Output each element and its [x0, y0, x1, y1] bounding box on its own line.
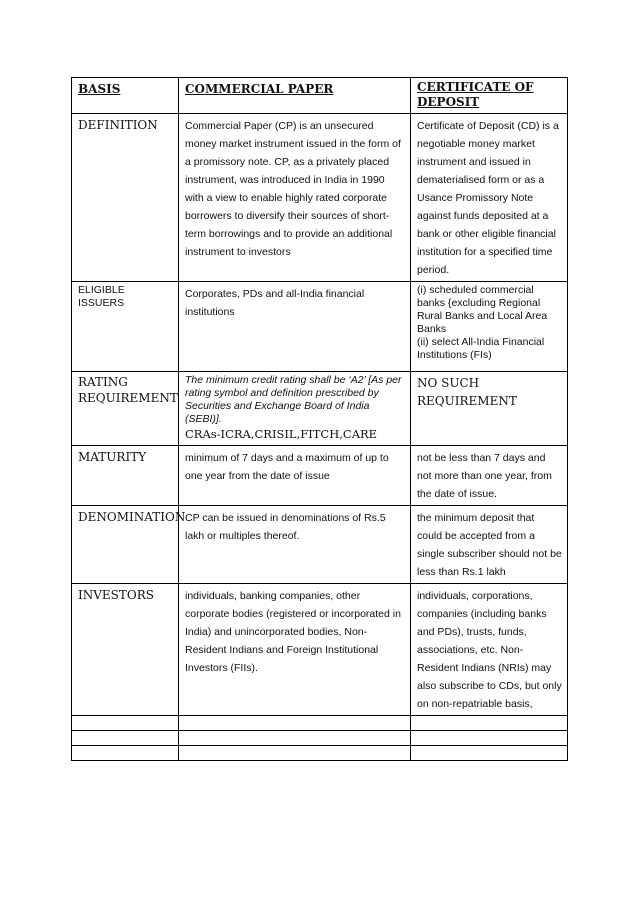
- header-cp-cell: [179, 78, 411, 114]
- basis-cell: [72, 584, 179, 716]
- cd-text-part1: (i) scheduled commercial banks {excluding Regional Rural Banks and Local Area Banks: [417, 284, 548, 335]
- empty-cell: [411, 746, 568, 761]
- empty-cell: [411, 731, 568, 746]
- table-row-definition: [72, 114, 568, 282]
- basis-cell: [72, 114, 179, 282]
- empty-cell: [179, 746, 411, 761]
- basis-cell: [72, 372, 179, 446]
- cp-text: CP can be issued in denominations of Rs.5 lakh or multiples thereof.: [185, 512, 386, 542]
- cd-cell: [411, 282, 568, 372]
- empty-cell: [411, 716, 568, 731]
- basis-cell: [72, 446, 179, 506]
- empty-cell: [72, 731, 179, 746]
- cp-cell: [179, 506, 411, 584]
- header-basis: BASIS: [78, 82, 121, 96]
- cp-text: individuals, banking companies, other corporate bodies (registered or incorporated in India) and unincorporated bodies, Non-Resident Indians and Foreign Institutional Investors (FIIs).: [185, 590, 401, 674]
- table-row-eligible-issuers: [72, 282, 568, 372]
- cd-cell: [411, 446, 568, 506]
- table-row-empty: [72, 716, 568, 731]
- basis-label: INVESTORS: [78, 588, 154, 602]
- cp-cell: [179, 282, 411, 372]
- table-row-empty: [72, 731, 568, 746]
- basis-cell: [72, 282, 179, 372]
- comparison-table: [71, 77, 568, 761]
- table-row-maturity: [72, 446, 568, 506]
- cp-cell: [179, 114, 411, 282]
- empty-cell: [72, 716, 179, 731]
- cp-cell: [179, 446, 411, 506]
- cd-cell: [411, 372, 568, 446]
- cd-text: not be less than 7 days and not more than one year, from the date of issue.: [417, 452, 552, 500]
- cd-text: NO SUCH REQUIREMENT: [417, 376, 517, 408]
- cd-cell: [411, 114, 568, 282]
- table-row-investors: [72, 584, 568, 716]
- cp-text: Corporates, PDs and all-India financial institutions: [185, 288, 365, 318]
- cp-rating-agencies-note: CRAs-ICRA,CRISIL,FITCH,CARE: [185, 427, 378, 441]
- cd-text-part2: (ii) select All-India Financial Institutions (FIs): [417, 336, 545, 361]
- basis-label: DEFINITION: [78, 118, 158, 132]
- table-row-denomination: [72, 506, 568, 584]
- cp-text: minimum of 7 days and a maximum of up to one year from the date of issue: [185, 452, 389, 482]
- table-row-rating-requirement: [72, 372, 568, 446]
- header-certificate-of-deposit-line2: DEPOSIT: [417, 95, 480, 109]
- cd-text: individuals, corporations, companies (including banks and PDs), trusts, funds, associations, etc. Non-Resident Indians (NRIs) may also subscribe to CDs, but only on non-repatriable basis,: [417, 590, 562, 710]
- cd-cell: [411, 506, 568, 584]
- header-certificate-of-deposit-line1: CERTIFICATE OF: [417, 80, 534, 94]
- cp-text: Commercial Paper (CP) is an unsecured money market instrument issued in the form of a promissory note. CP, as a privately placed instrument, was introduced in India in 1990 with a view to enable highly rated corporate borrowers to diversify their sources of short-term borrowings and to provide an additional instrument to investors: [185, 120, 401, 258]
- table-row-empty: [72, 746, 568, 761]
- basis-label: DENOMINATION: [78, 510, 186, 524]
- header-commercial-paper: COMMERCIAL PAPER: [185, 82, 334, 96]
- header-basis-cell: [72, 78, 179, 114]
- header-cd-cell: [411, 78, 568, 114]
- basis-label: MATURITY: [78, 450, 147, 464]
- cd-text: the minimum deposit that could be accepted from a single subscriber should not be less than Rs.1 lakh: [417, 512, 562, 578]
- cd-text: Certificate of Deposit (CD) is a negotiable money market instrument and issued in dematerialised form or as a Usance Promissory Note against funds deposited at a bank or other eligible financial institution for a specified time period.: [417, 120, 559, 276]
- cp-text: The minimum credit rating shall be ‘A2’ [As per rating symbol and definition prescribed by Securities and Exchange Board of India (SEBI)].: [185, 374, 402, 425]
- basis-cell: [72, 506, 186, 584]
- empty-cell: [72, 746, 179, 761]
- empty-cell: [179, 716, 411, 731]
- cp-cell: [179, 372, 411, 446]
- cp-cell: [179, 584, 411, 716]
- basis-label-line1: RATING: [78, 375, 128, 389]
- basis-label-line2: ISSUERS: [78, 297, 125, 309]
- basis-label-line1: ELIGIBLE: [78, 284, 125, 296]
- cd-cell: [411, 584, 568, 716]
- basis-label-line2: REQUIREMENT: [78, 391, 178, 405]
- table-header-row: [72, 78, 568, 114]
- empty-cell: [179, 731, 411, 746]
